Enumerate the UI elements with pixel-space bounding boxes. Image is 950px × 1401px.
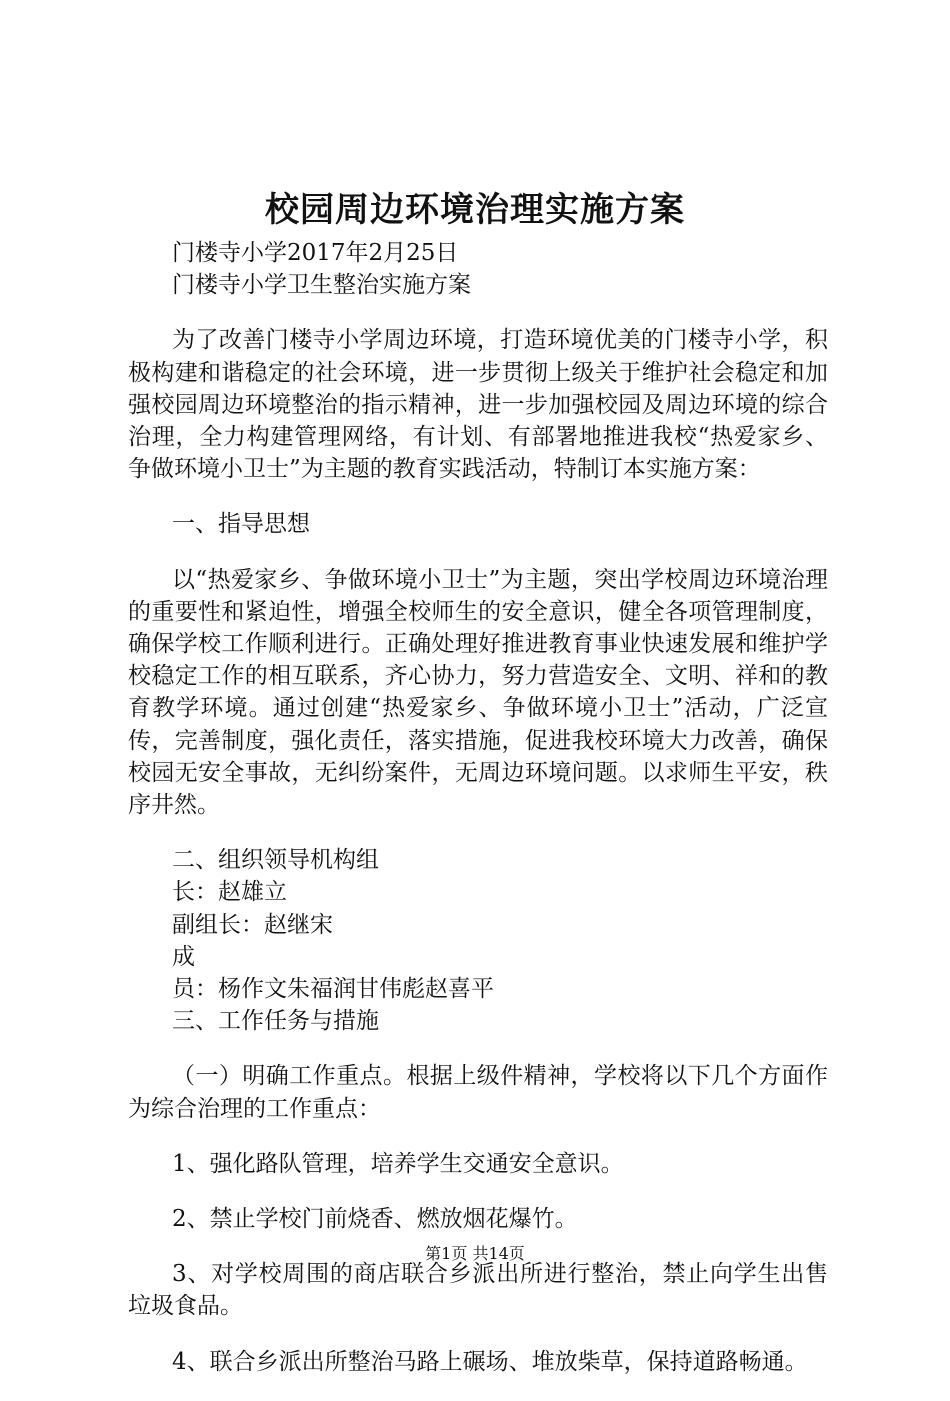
member-char-line: 成 xyxy=(172,943,195,970)
members-line: 员：杨作文朱福润甘伟彪赵喜平 xyxy=(172,975,494,1002)
date-line: 门楼寺小学2017年2月25日 xyxy=(172,240,459,266)
deputy-leader-line: 副组长：赵继宋 xyxy=(172,911,333,938)
document-body xyxy=(128,237,828,1401)
intro-paragraph: 为了改善门楼寺小学周边环境，打造环境优美的门楼寺小学，积极构建和谐稳定的社会环境，进一步贯彻上级关于维护社会稳定和加强校园周边环境整治的指示精神，进一步加强校园及周边环境的综合治理，全力构建管理网络，有计划、有部署地推进我校“热爱家乡、争做环境小卫士”为主题的教育实践活动，特制订本实施方案： xyxy=(128,327,828,483)
section3-item1-paragraph: （一）明确工作重点。根据上级件精神，学校将以下几个方面作为综合治理的工作重点： xyxy=(128,1063,828,1122)
section1-paragraph: 以“热爱家乡、争做环境小卫士”为主题，突出学校周边环境治理的重要性和紧迫性，增强全校师生的安全意识，健全各项管理制度，确保学校工作顺利进行。正确处理好推进教育事业快速发展和维护学校稳定工作的相互联系，齐心协力，努力营造安全、文明、祥和的教育教学环境。通过创建“热爱家乡、争做环境小卫士”活动，广泛宣传，完善制度，强化责任，落实措施，促进我校环境大力改善，确保校园无安全事故，无纠纷案件，无周边环境问题。以求师生平安，秩序井然。 xyxy=(128,566,828,818)
point-4: 4、联合乡派出所整治马路上碾场、堆放柴草，保持道路畅通。 xyxy=(172,1348,808,1375)
leader-line: 长：赵雄立 xyxy=(172,879,287,906)
section2-heading: 二、组织领导机构组 xyxy=(172,847,379,874)
subtitle-line: 门楼寺小学卫生整治实施方案 xyxy=(172,272,471,299)
section1-heading: 一、指导思想 xyxy=(172,511,310,538)
point-2: 2、禁止学校门前烧香、燃放烟花爆竹。 xyxy=(172,1205,578,1232)
page-footer: 第1页 共14页 xyxy=(425,1244,525,1263)
document-title: 校园周边环境治理实施方案 xyxy=(265,190,685,230)
section3-heading: 三、工作任务与措施 xyxy=(172,1008,379,1035)
point-3: 3、对学校周围的商店联合乡派出所进行整治，禁止向学生出售垃圾食品。 xyxy=(128,1261,828,1320)
point-1: 1、强化路队管理，培养学生交通安全意识。 xyxy=(172,1150,624,1177)
